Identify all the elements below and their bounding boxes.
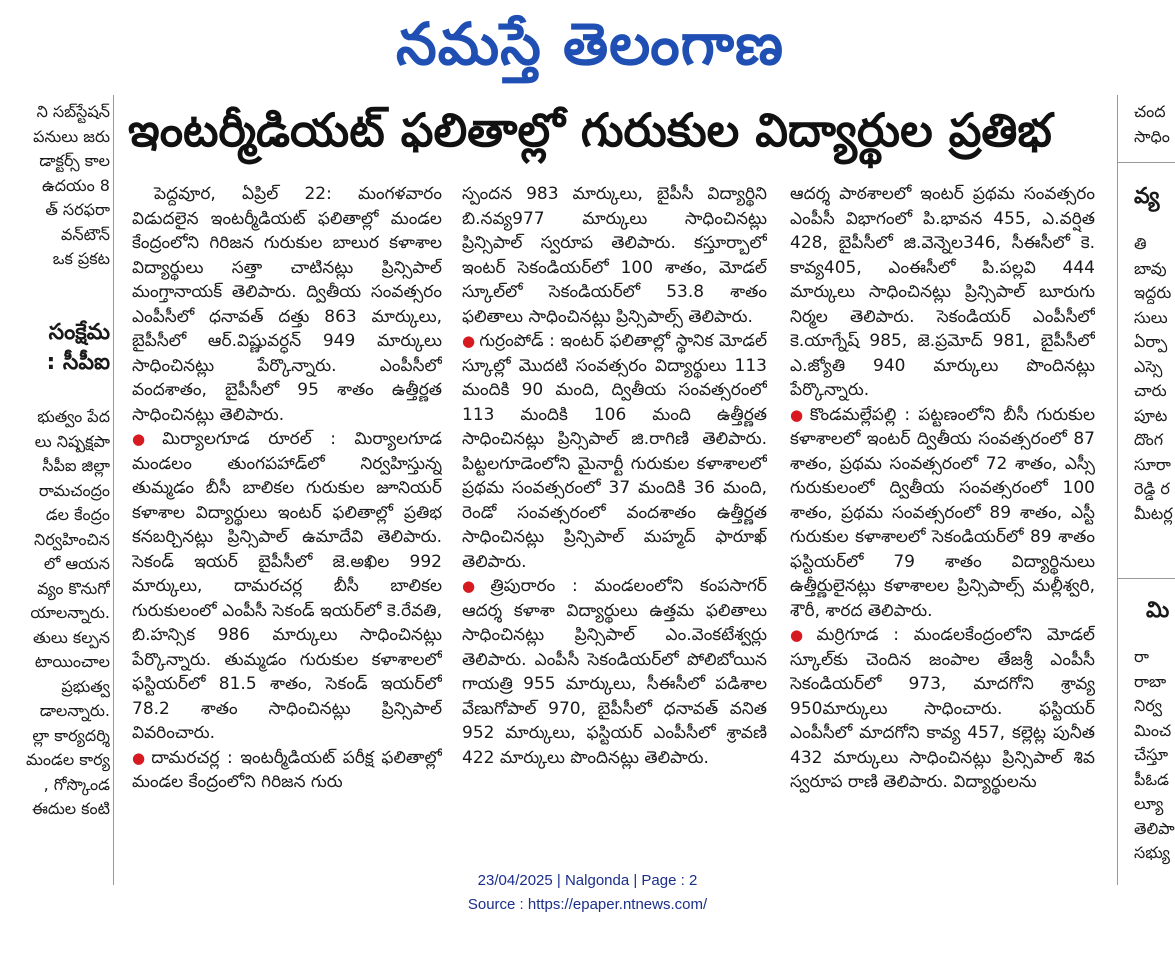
edge-text-line: సాధిం bbox=[1134, 126, 1170, 146]
edge-text-line: డాలన్నారు. bbox=[39, 701, 110, 720]
left-edge-column bbox=[0, 405, 110, 865]
right-edge-heading: వ్య bbox=[1134, 184, 1160, 209]
edge-text-line: యాలన్నారు. bbox=[30, 603, 110, 622]
edge-text-line: ఒక ప్రకట bbox=[52, 249, 110, 268]
column-rule bbox=[1117, 95, 1118, 885]
paragraph: ఆదర్శ పాఠశాలలో ఇంటర్ ప్రథమ సంవత్సరం ఎంపీసీ విభాగంలో పి.భావన 455, ఎ.వర్షిత 428, బైపీసీలో జి.వెన్నెల346, సీఈసీలో కె. కావ్య405, ఎంఈసీలో పి.పల్లవి 444 మార్కులు సాధించినట్లు ప్రిన్సిపాల్ బూరుగు నిర్మల తెలిపారు. సెకండియర్ ఎంపీసీలో కె.యాగ్నేష్ 985, జె.ప్రమోద్ 981, బైపీసీలో ఎ.జ్యోతి 940 మార్కులు పొందినట్లు పేర్కొన్నారు. bbox=[790, 184, 1095, 400]
edge-text-line: ఈదుల కంటి bbox=[32, 799, 110, 818]
article-column-2 bbox=[462, 182, 767, 872]
edge-text-line: ఉదయం 8 bbox=[41, 175, 110, 195]
edge-text-line: తి bbox=[1134, 234, 1147, 253]
edge-text-line: , గోస్కొండ bbox=[43, 774, 110, 794]
edge-text-line: : సీపీఐ bbox=[46, 350, 110, 375]
edge-text-line: ల్యూ bbox=[1134, 794, 1164, 813]
left-edge-column bbox=[0, 100, 110, 280]
paragraph: ● కొండమల్లేపల్లి : పట్టణంలోని బీసీ గురుకుల కళాశాలలో ఇంటర్ ద్వితీయ సంవత్సరంలో 87 శాతం, ప్రథమ సంవత్సరంలో 72 శాతం, ఎస్సీ గురుకులంలో ద్వితీయ సంవత్సరంలో 100 శాతం, ప్రథమ సంవత్సరంలో 89 శాతం, ఎస్టీ గురుకుల కళాశాలలో సెకండియర్‌లో 89 శాతం ఫస్టియర్‌లో 79 శాతం విద్యార్థినులు ఉత్తీర్ణులైనట్లు కళాశాలల ప్రిన్సిపాల్స్ మల్లీశ్వరి, శౌరీ, శారద తెలిపారు. bbox=[790, 404, 1095, 621]
bullet-icon: ● bbox=[462, 332, 476, 350]
edge-text-line: ఇద్దరు bbox=[1134, 283, 1172, 302]
article-column-3 bbox=[790, 182, 1095, 872]
right-edge-column bbox=[1134, 645, 1175, 870]
bullet-icon: ● bbox=[790, 626, 813, 644]
edge-text-line: లు నిష్పక్షపా bbox=[34, 431, 110, 451]
edge-text-line: పీఓడ bbox=[1134, 769, 1169, 789]
column-rule bbox=[113, 95, 114, 885]
paragraph: ● గుర్రంపోడ్ : ఇంటర్ ఫలితాల్లో స్థానిక మోడల్ స్కూల్లో మొదటి సంవత్సరం విద్యార్థులు 113 మందికి 90 మంది, ద్వితీయ సంవత్సరంలో 113 మందికి 106 మంది ఉత్తీర్ణత సాధించినట్లు ప్రిన్సిపాల్ జి.రాగిణి తెలిపారు. పిట్టలగూడెంలోని మైనార్టీ గురుకుల కళాశాలలో ప్రథమ సంవత్సరంలో 37 మందికి 36 మంది, రెండో సంవత్సరంలో వందశాతం ఉత్తీర్ణత సాధించినట్లు ప్రిన్సిపాల్ మహ్మద్ ఫారూఖ్ తెలిపారు. bbox=[462, 331, 767, 572]
edge-text-line: దొంగ bbox=[1134, 430, 1164, 449]
paragraph: పెద్దవూర, ఏప్రిల్ 22: మంగళవారం విడుదలైన ఇంటర్మీడియట్ ఫలితాల్లో మండల కేంద్రంలోని గిరిజన గురుకుల బాలుర కళాశాల విద్యార్థులు సత్తా చాటినట్లు ప్రిన్సిపాల్ మంగ్తానాయక్ తెలిపారు. ద్వితీయ సంవత్సరం ఎంపీసీలో ధనావత్ దత్తు 863 మార్కులు, బైపీసీలో ఆర్.విష్ణువర్ధన్ 949 మార్కులు సాధించినట్లు పేర్కొన్నారు. ఎంపీసీలో వందశాతం, బైపీసీలో 95 శాతం ఉత్తీర్ణత సాధించినట్లు తెలిపారు. bbox=[132, 184, 442, 425]
edge-text-line: నిర్వ bbox=[1134, 696, 1163, 715]
edge-text-line: పూట bbox=[1134, 405, 1168, 425]
paragraph: స్పందన 983 మార్కులు, బైపీసీ విద్యార్థిని బి.నవ్య977 మార్కులు సాధించినట్లు ప్రిన్సిపాల్ స్వరూప తెలిపారు. కస్తూర్బాలో ఇంటర్ సెకండియర్‌లో 100 శాతం, మోడల్ స్కూల్‌లో సెకండియర్‌లో 53.8 శాతం ఫలితాలు సాధించినట్లు ప్రిన్సిపాల్స్ తెలిపారు. bbox=[462, 184, 767, 327]
edge-text-line: రాబా bbox=[1134, 671, 1167, 691]
bullet-icon: ● bbox=[462, 577, 487, 595]
footer-date-line: 23/04/2025 | Nalgonda | Page : 2 bbox=[477, 872, 698, 889]
edge-text-line: వన్‌టౌన్ bbox=[61, 224, 110, 244]
edge-text-line: ఏర్పా bbox=[1134, 332, 1168, 351]
edge-text-line: రా bbox=[1134, 647, 1149, 666]
edge-text-line: తెలిపా bbox=[1134, 818, 1175, 838]
edge-text-line: రామచంద్రం bbox=[38, 480, 110, 500]
paragraph: ● మర్రిగూడ : మండలకేంద్రంలోని మోడల్ స్కూల్‌కు చెందిన జంపాల తేజశ్రీ ఎంపీసీ సెకండియర్‌లో 973, మాదగోని శ్రావ్య 950మార్కులు సాధించారు. ఫస్టియర్ ఎంపీసీలో మాదగోని కావ్య 457, కల్లెట్ల పునీత 432 మార్కులు సాధించినట్లు ప్రిన్సిపాల్ శివ స్వరూప రాణి తెలిపారు. విద్యార్థులను bbox=[790, 625, 1095, 792]
section-divider bbox=[1118, 162, 1175, 163]
edge-text-line: వ్యం కొనుగో bbox=[37, 578, 110, 598]
edge-text-line: చంద bbox=[1134, 102, 1166, 121]
edge-text-line: మండల కార్య bbox=[26, 750, 110, 769]
edge-text-line: మించ bbox=[1134, 720, 1172, 740]
footer-source-line: Source : https://epaper.ntnews.com/ bbox=[467, 896, 708, 913]
edge-text-line: నిర్వహించిన bbox=[33, 529, 110, 549]
edge-text-line: చారు bbox=[1134, 381, 1167, 400]
edge-text-line: చేస్తూ bbox=[1134, 745, 1169, 764]
edge-text-line: పనులు జరు bbox=[33, 126, 110, 146]
edge-text-line: భుత్వం పేద bbox=[37, 407, 110, 426]
bullet-icon: ● bbox=[132, 430, 159, 448]
edge-text-line: లో ఆయన bbox=[43, 554, 110, 573]
edge-text-line: సూరా bbox=[1134, 454, 1171, 474]
edge-text-line: డాక్టర్స్ కాల bbox=[39, 151, 110, 170]
edge-text-line: బావు bbox=[1134, 258, 1167, 278]
edge-text-line: రెడ్డి ర bbox=[1134, 479, 1170, 498]
edge-text-line: ప్రభుత్వ bbox=[61, 676, 110, 696]
edge-text-line: సీపీఐ జిల్లా bbox=[42, 456, 110, 475]
edge-text-line: త్ సరఫరా bbox=[45, 200, 110, 219]
paragraph: ● మిర్యాలగూడ రూరల్ : మిర్యాలగూడ మండలం తుంగపహాడ్‌లో నిర్వహిస్తున్న తుమ్మడం బీసీ బాలికల గురుకుల జూనియర్ కళాశాల విద్యార్థులు ఇంటర్ ఫలితాల్లో ప్రతిభ కనబర్చినట్లు ప్రిన్సిపాల్ ఉమాదేవి తెలిపారు. సెకండ్ ఇయర్ బైపీసీలో జె.అఖిల 992 మార్కులు, దామరచర్ల బీసీ బాలికల గురుకులంలో ఎంపీసీ సెకండ్ ఇయర్‌లో కె.రేవతి, బి.హన్సిక 986 మార్కులు సాధించినట్లు పేర్కొన్నారు. తుమ్మడం గురుకుల కళాశాలలో ఫస్టియర్‌లో 81.5 శాతం, సెకండ్ ఇయర్‌లో 78.2 శాతం సాధించినట్లు ప్రిన్సిపాల్ వివరించారు. bbox=[132, 429, 442, 743]
edge-text-line: తులు కల్పన bbox=[32, 627, 110, 647]
left-edge-heading bbox=[0, 318, 110, 382]
right-edge-heading: మి bbox=[1146, 598, 1170, 623]
edge-text-line: సభ్యు bbox=[1134, 843, 1170, 862]
paragraph: ● త్రిపురారం : మండలంలోని కంపసాగర్ ఆదర్శ కళాశా విద్యార్థులు ఉత్తమ ఫలితాలు సాధించినట్లు ప్రిన్సిపాల్ ఎం.వెంకటేశ్వర్లు తెలిపారు. ఎంపీసీ సెకండియర్‌లో పోలిబోయిన గాయత్రి 955 మార్కులు, సీఈసీలో పడిశాల వేణుగోపాల్ 970, బైపీసీలో ధనావత్ వనిత 952 మార్కులు, ఫస్టియర్ ఎంపీసీలో శ్రావణి 422 మార్కులు పొందినట్లు తెలిపారు. bbox=[462, 576, 767, 768]
edge-text-line: ఎస్సె bbox=[1134, 356, 1163, 376]
edge-text-line: డల కేంద్రం bbox=[45, 505, 110, 524]
headline: ఇంటర్మీడియట్ ఫలితాల్లో గురుకుల విద్యార్థుల ప్రతిభ bbox=[128, 103, 1052, 157]
right-edge-column bbox=[1134, 100, 1175, 160]
edge-text-line: సులు bbox=[1134, 307, 1168, 327]
paragraph: ● దామరచర్ల : ఇంటర్మీడియట్ పరీక్ష ఫలితాల్లో మండల కేంద్రంలోని గిరిజన గురు bbox=[132, 747, 442, 792]
section-divider bbox=[1118, 578, 1175, 579]
edge-text-line: ల్లా కార్యదర్శి bbox=[32, 725, 110, 745]
article-column-1 bbox=[132, 182, 442, 872]
right-edge-column bbox=[1134, 232, 1175, 562]
edge-text-line: సంక్షేమ bbox=[48, 320, 110, 345]
masthead: నమస్తే తెలంగాణ bbox=[396, 10, 784, 78]
edge-text-line: టాయించాల bbox=[34, 652, 110, 671]
bullet-icon: ● bbox=[790, 405, 806, 424]
bullet-icon: ● bbox=[132, 748, 148, 767]
edge-text-line: ని సబ్‌స్టేషన్ bbox=[36, 102, 110, 121]
edge-text-line: మీటర్ల bbox=[1134, 503, 1173, 523]
